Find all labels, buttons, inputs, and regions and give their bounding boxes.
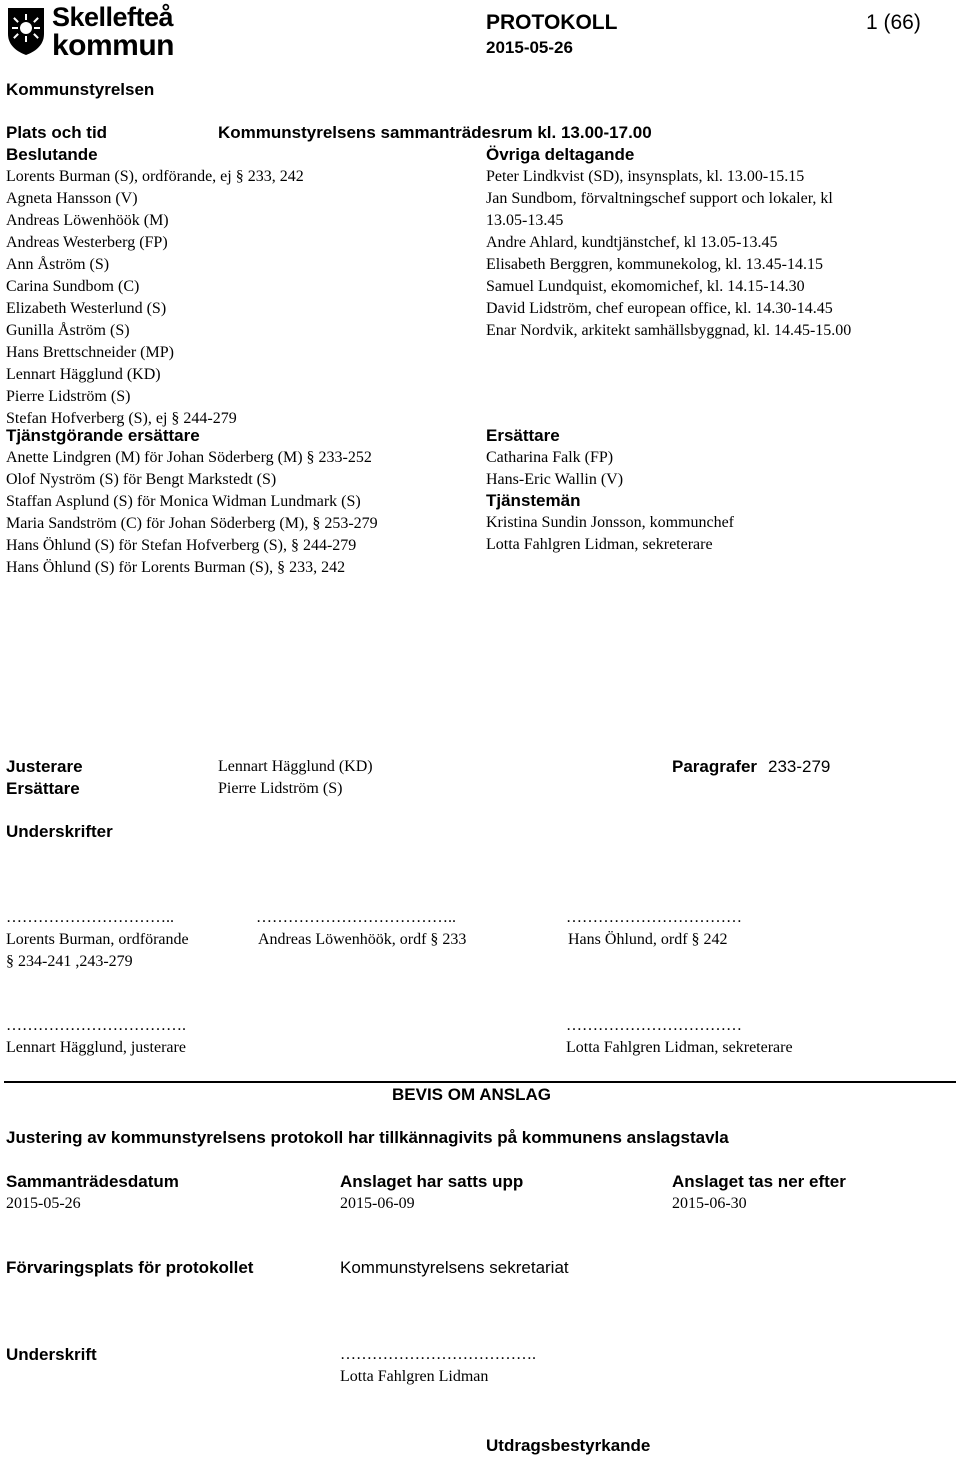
section-divider	[4, 1081, 956, 1083]
posted-date-value: 2015-06-09	[340, 1195, 415, 1212]
signature-name-vice-2: Hans Öhlund, ordf § 242	[568, 931, 728, 948]
adjuster-substitute-value: Pierre Lidström (S)	[218, 780, 343, 797]
signature-name-adjuster: Lennart Hägglund, justerare	[6, 1039, 186, 1056]
signature-line-1: …………………………..	[6, 909, 174, 926]
body-name: Kommunstyrelsen	[6, 80, 155, 99]
list-item: Lennart Hägglund (KD)	[6, 366, 161, 383]
posted-label: Anslaget har satts upp	[340, 1172, 524, 1191]
list-item: Carina Sundbom (C)	[6, 278, 140, 295]
logo-line-2: kommun	[52, 29, 175, 62]
paragraphs-label: Paragrafer	[672, 757, 758, 776]
list-item: Hans Öhlund (S) för Stefan Hofverberg (S), § 244-279	[6, 537, 357, 554]
list-item: Olof Nyström (S) för Bengt Markstedt (S)	[6, 471, 277, 488]
meeting-date-label: Sammanträdesdatum	[6, 1172, 179, 1191]
list-item: Andreas Westerberg (FP)	[6, 234, 168, 251]
list-item: Enar Nordvik, arkitekt samhällsbyggnad, kl. 14.45-15.00	[486, 322, 852, 339]
list-item: Gunilla Åström (S)	[6, 322, 130, 339]
place-value: Kommunstyrelsens sammanträdesrum kl. 13.00-17.00	[218, 123, 652, 142]
serving-substitutes-heading: Tjänstgörande ersättare	[6, 426, 200, 445]
municipality-crest-icon	[6, 6, 46, 56]
officials-heading: Tjänstemän	[486, 491, 581, 510]
list-item: Andre Ahlard, kundtjänstchef, kl 13.05-13.45	[486, 234, 778, 251]
substitutes-heading: Ersättare	[486, 426, 560, 445]
list-item: Pierre Lidström (S)	[6, 388, 131, 405]
storage-label: Förvaringsplats för protokollet	[6, 1258, 254, 1277]
page-number: 1 (66)	[866, 11, 921, 34]
notice-title: BEVIS OM ANSLAG	[392, 1085, 551, 1104]
list-item: Anette Lindgren (M) för Johan Söderberg (M) § 233-252	[6, 449, 372, 466]
list-item: Elisabeth Berggren, kommunekolog, kl. 13.45-14.15	[486, 256, 823, 273]
decision-makers-heading: Beslutande	[6, 145, 98, 164]
certification-label: Utdragsbestyrkande	[486, 1436, 651, 1455]
list-item: Hans-Eric Wallin (V)	[486, 471, 624, 488]
signature-name-secretary: Lotta Fahlgren Lidman, sekreterare	[566, 1039, 793, 1056]
list-item: Jan Sundbom, förvaltningschef support och lokaler, kl	[486, 190, 833, 207]
logo-wordmark	[52, 4, 174, 61]
list-item: Andreas Löwenhöök (M)	[6, 212, 169, 229]
signature-line-4: …………………………….	[6, 1017, 186, 1034]
signature-line-5: ……………………………	[566, 1017, 742, 1034]
logo-line-1: Skellefteå	[52, 2, 174, 32]
signature-name-vice-1: Andreas Löwenhöök, ordf § 233	[258, 931, 467, 948]
list-item: David Lidström, chef european office, kl. 14.30-14.45	[486, 300, 833, 317]
list-item: Staffan Asplund (S) för Monica Widman Lundmark (S)	[6, 493, 361, 510]
signature-chair-paragraphs: § 234-241 ,243-279	[6, 953, 133, 970]
removed-label: Anslaget tas ner efter	[672, 1172, 846, 1191]
signature-label: Underskrift	[6, 1345, 97, 1364]
signature-line-2: ………………………………..	[256, 909, 456, 926]
storage-value: Kommunstyrelsens sekretariat	[340, 1258, 569, 1277]
signatures-heading: Underskrifter	[6, 822, 113, 841]
list-item: Maria Sandström (C) för Johan Söderberg (M), § 253-279	[6, 515, 378, 532]
list-item: Hans Brettschneider (MP)	[6, 344, 174, 361]
doc-type: PROTOKOLL	[486, 11, 618, 34]
list-item: Lotta Fahlgren Lidman, sekreterare	[486, 536, 713, 553]
adjuster-value: Lennart Hägglund (KD)	[218, 758, 373, 775]
place-label: Plats och tid	[6, 123, 108, 142]
signature-name: Lotta Fahlgren Lidman	[340, 1368, 489, 1385]
notice-subtitle: Justering av kommunstyrelsens protokoll har tillkännagivits på kommunens anslagstavla	[6, 1128, 729, 1147]
list-item: Kristina Sundin Jonsson, kommunchef	[486, 514, 734, 531]
adjuster-substitute-label: Ersättare	[6, 779, 80, 798]
removed-date-value: 2015-06-30	[672, 1195, 747, 1212]
list-item: Stefan Hofverberg (S), ej § 244-279	[6, 410, 237, 427]
meeting-date-value: 2015-05-26	[6, 1195, 81, 1212]
adjuster-label: Justerare	[6, 757, 83, 776]
list-item: Elizabeth Westerlund (S)	[6, 300, 167, 317]
list-item: Lorents Burman (S), ordförande, ej § 233, 242	[6, 168, 304, 185]
list-item: Agneta Hansson (V)	[6, 190, 138, 207]
list-item: Samuel Lundquist, ekomomichef, kl. 14.15-14.30	[486, 278, 805, 295]
paragraphs-value: 233-279	[768, 757, 831, 776]
signature-line: ……………………………….	[340, 1346, 536, 1363]
signature-name-chair: Lorents Burman, ordförande	[6, 931, 189, 948]
doc-date: 2015-05-26	[486, 38, 573, 57]
list-item: Peter Lindkvist (SD), insynsplats, kl. 13.00-15.15	[486, 168, 805, 185]
list-item: Hans Öhlund (S) för Lorents Burman (S), § 233, 242	[6, 559, 346, 576]
other-participants-heading: Övriga deltagande	[486, 145, 635, 164]
list-item: 13.05-13.45	[486, 212, 564, 229]
signature-line-3: ……………………………	[566, 909, 742, 926]
list-item: Ann Åström (S)	[6, 256, 110, 273]
list-item: Catharina Falk (FP)	[486, 449, 614, 466]
